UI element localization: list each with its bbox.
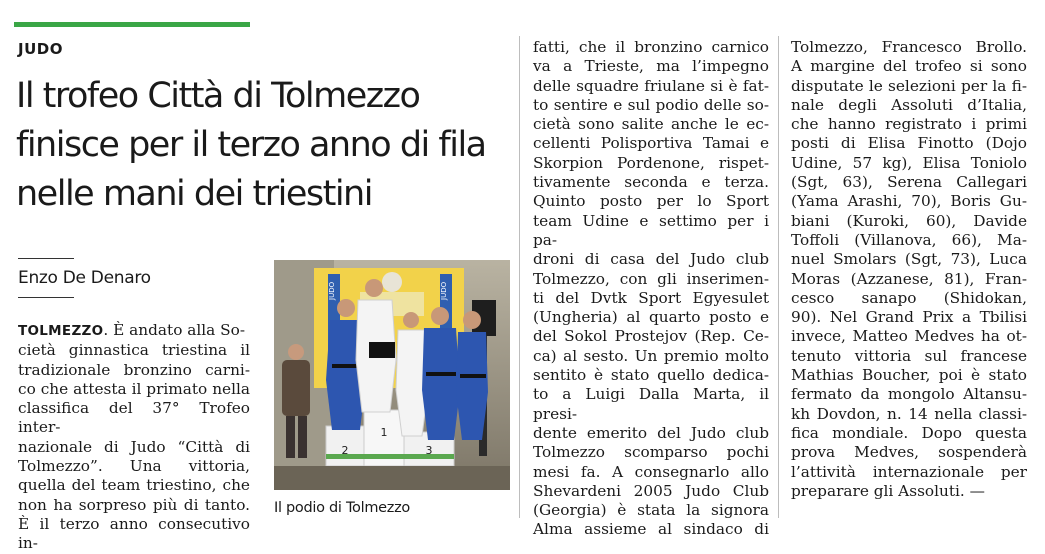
podium-photo bbox=[274, 260, 510, 490]
dateline: TOLMEZZO bbox=[18, 323, 104, 339]
section-accent-bar bbox=[14, 22, 250, 27]
body-line: Quinto posto per lo Sport bbox=[533, 192, 769, 211]
body-line: (Ungheria) al quarto posto e bbox=[533, 308, 769, 327]
podium-number: 1 bbox=[380, 426, 388, 439]
body-line: tivamente seconda e terza. bbox=[533, 173, 769, 192]
body-line: Mathias Boucher, poi è stato bbox=[791, 366, 1027, 385]
article-column-3 bbox=[791, 38, 1027, 501]
podium-number: 3 bbox=[425, 444, 433, 457]
body-line: (Georgia) è stata la signora bbox=[533, 501, 769, 520]
body-line: È il terzo anno consecutivo in- bbox=[18, 514, 250, 553]
body-line: Alma assieme al sindaco di bbox=[533, 520, 769, 539]
body-line: cesco sanapo (Shidokan, bbox=[791, 288, 1027, 307]
headline-line: finisce per il terzo anno di fila bbox=[16, 125, 486, 165]
body-line: tenuto vittoria sul francese bbox=[791, 346, 1027, 365]
body-line: tradizionale bronzino carni- bbox=[18, 360, 250, 379]
body-line: to a Luigi Dalla Marta, il presi- bbox=[533, 385, 769, 423]
body-line: (Yama Arashi, 70), Boris Gu- bbox=[791, 192, 1027, 211]
body-line: Tolmezzo, con gli inserimen- bbox=[533, 269, 769, 288]
body-line: sentito è stato quello dedica- bbox=[533, 366, 769, 385]
body-line: invece, Matteo Medves ha ot- bbox=[791, 327, 1027, 346]
body-line: disputate le selezioni per la fi- bbox=[791, 76, 1027, 95]
body-line: Udine, 57 kg), Elisa Toniolo bbox=[791, 153, 1027, 172]
body-line: dente emerito del Judo club bbox=[533, 423, 769, 442]
banner-text: JUDO bbox=[440, 281, 448, 300]
column-divider bbox=[519, 36, 520, 518]
body-line: Shevardeni 2005 Judo Club bbox=[533, 481, 769, 500]
column-divider bbox=[778, 36, 779, 518]
body-line: Toffoli (Villanova, 66), Ma- bbox=[791, 230, 1027, 249]
body-line: nale degli Assoluti d’Italia, bbox=[791, 95, 1027, 114]
podium-number: 2 bbox=[341, 444, 349, 457]
body-line: cietà ginnastica triestina il bbox=[18, 341, 250, 360]
body-line: nuel Smolars (Sgt, 73), Luca bbox=[791, 250, 1027, 269]
body-line: prova Medves, sospenderà bbox=[791, 443, 1027, 462]
body-line: Moras (Azzanese, 81), Fran- bbox=[791, 269, 1027, 288]
photo-caption: Il podio di Tolmezzo bbox=[274, 500, 410, 516]
body-line: mesi fa. A consegnarlo allo bbox=[533, 462, 769, 481]
headline-line: Il trofeo Città di Tolmezzo bbox=[16, 76, 420, 116]
body-line: fatti, che il bronzino carnico bbox=[533, 38, 769, 56]
body-line: kh Dovdon, n. 14 nella classi- bbox=[791, 404, 1027, 423]
author-rule-top bbox=[18, 258, 74, 259]
body-line: nazionale di Judo “Città di bbox=[18, 437, 250, 456]
body-line: droni di casa del Judo club bbox=[533, 250, 769, 269]
headline bbox=[16, 72, 521, 219]
headline-line: nelle mani dei triestini bbox=[16, 174, 372, 214]
body-line: 90). Nel Grand Prix a Tbilisi bbox=[791, 308, 1027, 327]
author-rule-bottom bbox=[18, 297, 74, 298]
body-line: l’attività internazionale per bbox=[791, 462, 1027, 481]
body-line: cietà sono salite anche le ec- bbox=[533, 115, 769, 134]
body-line: Tolmezzo scomparso pochi bbox=[533, 443, 769, 462]
body-line: Tolmezzo”. Una vittoria, bbox=[18, 457, 250, 476]
body-line: team Udine e settimo per i pa- bbox=[533, 211, 769, 249]
section-label: JUDO bbox=[18, 40, 63, 58]
podium-photo-image bbox=[274, 260, 510, 490]
body-line: cellenti Polisportiva Tamai e bbox=[533, 134, 769, 153]
body-line: fica mondiale. Dopo questa bbox=[791, 423, 1027, 442]
body-line: del Sokol Prostejov (Rep. Ce- bbox=[533, 327, 769, 346]
author-byline: Enzo De Denaro bbox=[18, 268, 151, 288]
body-line: delle squadre friulane si è fat- bbox=[533, 76, 769, 95]
article-column-1 bbox=[18, 321, 250, 554]
body-line: va a Trieste, ma l’impegno bbox=[533, 57, 769, 76]
body-line: biani (Kuroki, 60), Davide bbox=[791, 211, 1027, 230]
body-line: che hanno registrato i primi bbox=[791, 115, 1027, 134]
body-line: Skorpion Pordenone, rispet- bbox=[533, 153, 769, 172]
banner-text: JUDO bbox=[328, 281, 336, 300]
body-line: non ha sorpreso più di tanto. bbox=[18, 495, 250, 514]
body-line: to sentire e sul podio delle so- bbox=[533, 95, 769, 114]
body-line: (Sgt, 63), Serena Callegari bbox=[791, 173, 1027, 192]
body-line: quella del team triestino, che bbox=[18, 476, 250, 495]
body-line: ti del Dvtk Sport Egyesulet bbox=[533, 288, 769, 307]
body-line: Tolmezzo, Francesco Brollo. bbox=[791, 38, 1027, 56]
body-line: posti di Elisa Finotto (Dojo bbox=[791, 134, 1027, 153]
body-line: classifica del 37° Trofeo inter- bbox=[18, 399, 250, 437]
body-line: co che attesta il primato nella bbox=[18, 379, 250, 398]
body-line: fermato da mongolo Altansu- bbox=[791, 385, 1027, 404]
body-line: ca) al sesto. Un premio molto bbox=[533, 346, 769, 365]
body-line: preparare gli Assoluti. — bbox=[791, 481, 985, 500]
body-line: TOLMEZZO. È andato alla So- bbox=[18, 321, 246, 339]
article-column-2 bbox=[533, 38, 769, 540]
body-line: A margine del trofeo si sono bbox=[791, 57, 1027, 76]
